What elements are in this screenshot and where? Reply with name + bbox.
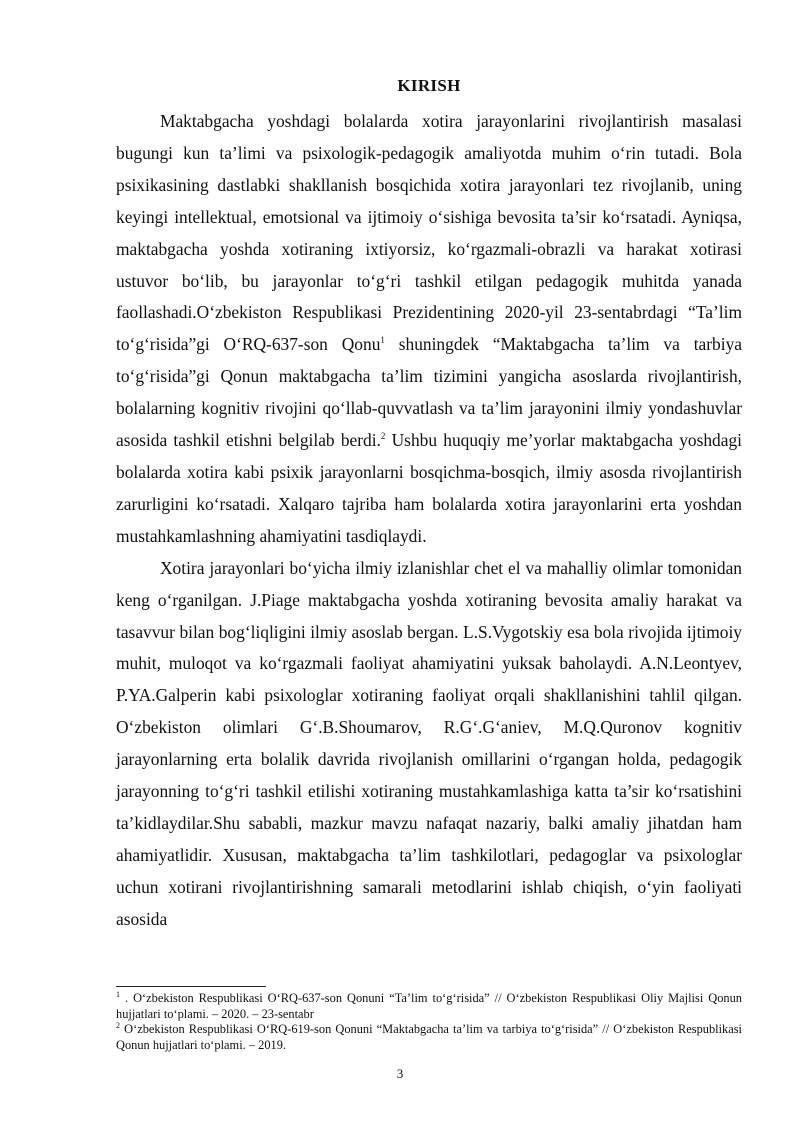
- footnote-ref-2: 2: [380, 431, 386, 442]
- paragraph-1-text-b: shuningdek “Maktabgacha ta’lim va tarbiya to‘g‘risida”gi Qonun maktabgacha ta’lim tizimini yangicha asoslarda rivojlantirish, bolalarning kognitiv rivojini qo‘llab-quvvatlash va ta’lim jarayonini ilmiy yondashuvlar asosida tashkil etishni belgilab berdi.: [116, 334, 742, 451]
- footnote-marker-1: 1: [116, 989, 120, 999]
- footnote-1: [116, 991, 742, 1022]
- footnote-2: [116, 1022, 742, 1053]
- footnotes-section: [116, 986, 742, 1053]
- footnote-text-2: O‘zbekiston Respublikasi O‘RQ-619-son Qonuni “Maktabgacha ta’lim va tarbiya to‘g‘risida” // O‘zbekiston Respublikasi Qonun hujjatlari to‘plami. – 2019.: [116, 1022, 742, 1052]
- section-heading: KIRISH: [397, 76, 461, 95]
- paragraph-1: [116, 106, 742, 553]
- footnote-separator: [116, 986, 266, 987]
- footnote-marker-2: 2: [116, 1021, 120, 1031]
- paragraph-1-text-a: Maktabgacha yoshdagi bolalarda xotira jarayonlarini rivojlantirish masalasi bugungi kun ta’limi va psixologik-pedagogik amaliyotda muhim o‘rin tutadi. Bola psixikasining dastlabki shakllanish bosqichida xotira jarayonlari tez rivojlanib, uning keyingi intellektual, emotsional va ijtimoiy o‘sishiga bevosita ta’sir ko‘rsatadi. Ayniqsa, maktabgacha yoshda xotiraning ixtiyorsiz, ko‘rgazmali-obrazli va harakat xotirasi ustuvor bo‘lib, bu jarayonlar to‘g‘ri tashkil etilgan pedagogik muhitda yanada faollashadi.O‘zbekiston Respublikasi Prezidentining 2020-yil 23-sentabrdagi “Ta’lim to‘g‘risida”gi O‘RQ-637-son Qonu: [116, 111, 742, 355]
- footnote-ref-1: 1: [380, 335, 385, 346]
- footnote-text-1: . O‘zbekiston Respublikasi O‘RQ-637-son Qonuni “Ta’lim to‘g‘risida” // O‘zbekiston Respublikasi Oliy Majlisi Qonun hujjatlari to‘plami. – 2020. – 23-sentabr: [116, 991, 742, 1021]
- paragraph-2: Xotira jarayonlari bo‘yicha ilmiy izlanishlar chet el va mahalliy olimlar tomonidan keng o‘rganilgan. J.Piage maktabgacha yoshda xotiraning bevosita amaliy harakat va tasavvur bilan bog‘liqligini ilmiy asoslab bergan. L.S.Vygotskiy esa bola rivojida ijtimoiy muhit, muloqot va ko‘rgazmali faoliyat ahamiyatini yuksak baholaydi. A.N.Leontyev, P.YA.Galperin kabi psixologlar xotiraning faoliyat orqali shakllanishini tahlil qilgan. O‘zbekiston olimlari G‘.B.Shoumarov, R.G‘.G‘aniev, M.Q.Quronov kognitiv jarayonlarning erta bolalik davrida rivojlanish omillarini o‘rgangan holda, pedagogik jarayonning to‘g‘ri tashkil etilishi xotiraning mustahkamlashiga katta ta’sir ko‘rsatishini ta’kidlaydilar.Shu sababli, mazkur mavzu nafaqat nazariy, balki amaliy jihatdan ham ahamiyatlidir. Xususan, maktabgacha ta’lim tashkilotlari, pedagoglar va psixologlar uchun xotirani rivojlantirishning samarali metodlarini ishlab chiqish, o‘yin faoliyati asosida: [116, 557, 742, 929]
- page-number: 3: [396, 1066, 404, 1081]
- paragraph-1-text-c: Ushbu huquqiy me’yorlar maktabgacha yoshdagi bolalarda xotira kabi psixik jarayonlarni bosqichma-bosqich, ilmiy asosda rivojlantirish zarurligini ko‘rsatadi. Xalqaro tajriba ham bolalarda xotira jarayonlarini erta yoshdan mustahkamlashning ahamiyatini tasdiqlaydi.: [116, 430, 742, 546]
